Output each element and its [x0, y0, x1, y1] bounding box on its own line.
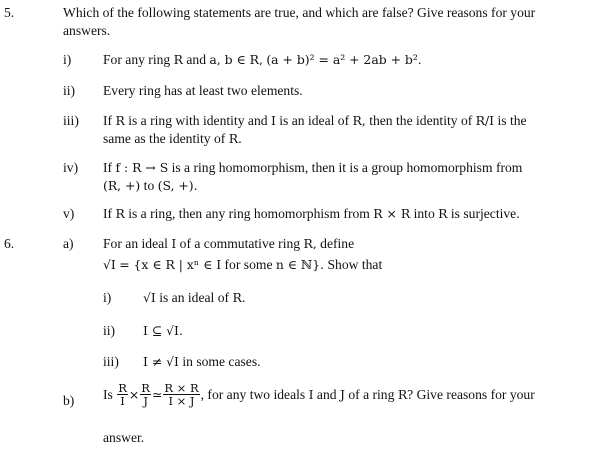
fraction-numerator: R	[141, 381, 150, 396]
item-5-ii-label: ii)	[63, 83, 76, 98]
item-5-ii: Every ring has at least two elements.	[103, 83, 303, 98]
item-text: For any ring	[103, 52, 171, 67]
math-radical: √I	[143, 290, 156, 305]
math-var: I	[308, 387, 314, 402]
math-var: R	[115, 113, 125, 128]
math-map: f : R → S	[115, 160, 169, 175]
item-5-iv	[103, 160, 522, 176]
math-var: R.	[232, 290, 246, 305]
item-text: , for any two ideals	[200, 387, 306, 402]
math-expression: a, b ∈ R,	[209, 52, 263, 67]
item-text: If	[103, 206, 113, 221]
fraction-rxr-over-ixj	[163, 382, 199, 407]
item-text: in some cases.	[182, 354, 261, 369]
item-5-v-label: v)	[63, 206, 75, 221]
item-5-i-label: i)	[63, 52, 72, 67]
item-6-b-continued: answer.	[103, 430, 145, 445]
math-set: = {x ∈ R | xⁿ ∈ I	[119, 257, 222, 272]
item-5-iii	[103, 113, 527, 129]
item-text: then the identity of	[369, 113, 473, 128]
item-6-a-ii-label: ii)	[103, 323, 116, 338]
item-text: and	[316, 387, 337, 402]
fraction-denominator: I	[120, 394, 125, 409]
question-5-prompt-continued: answers.	[63, 23, 111, 38]
item-text: for some	[224, 257, 273, 272]
math-var: R	[115, 206, 125, 221]
item-text: is a ring with identity and	[128, 113, 268, 128]
item-text: same as the identity of	[103, 131, 226, 146]
item-text: ? Give reasons for your	[407, 387, 535, 402]
item-5-iii-label: iii)	[63, 113, 79, 128]
math-var: I	[270, 113, 276, 128]
item-6-a-iii-label: iii)	[103, 354, 119, 369]
math-var: R	[438, 206, 448, 221]
question-5-prompt: Which of the following statements are true, and which are false? Give reasons for your	[63, 5, 536, 20]
question-5-number: 5.	[4, 5, 15, 20]
math-quotient: R/I	[475, 113, 495, 128]
fraction-numerator: R	[118, 381, 127, 396]
item-text: is the	[497, 113, 527, 128]
fraction-r-over-j	[140, 382, 151, 407]
item-text: of a commutative ring	[179, 236, 301, 251]
item-6-a-i	[143, 290, 246, 306]
math-group: (R, +)	[103, 178, 141, 193]
item-text: is surjective.	[450, 206, 520, 221]
item-text: For an ideal	[103, 236, 168, 251]
item-text: of a ring	[348, 387, 395, 402]
item-text: define	[320, 236, 355, 251]
math-radical: √I	[103, 257, 116, 272]
item-text: to	[143, 178, 155, 193]
math-inequality: I ≠ √I	[143, 354, 179, 369]
item-6-a-intro	[103, 236, 354, 252]
item-text: Is	[103, 387, 113, 402]
item-6-b-label: b)	[63, 393, 75, 408]
fraction-numerator: R × R	[164, 381, 199, 396]
item-text: If	[103, 160, 113, 175]
item-text: is an ideal of	[279, 113, 350, 128]
math-formula: (a + b)² = a² + 2ab + b².	[266, 52, 422, 67]
item-5-iv-continued	[103, 178, 198, 194]
math-var: R	[397, 387, 408, 402]
item-5-i	[103, 52, 422, 68]
math-group: (S, +).	[157, 178, 198, 193]
math-var: R,	[303, 236, 317, 251]
item-text: and	[186, 52, 207, 67]
item-text: into	[413, 206, 435, 221]
item-5-iii-continued	[103, 131, 242, 147]
fraction-denominator: J	[143, 394, 148, 409]
item-text: Show that	[327, 257, 383, 272]
item-text: is a ring homomorphism, then it is a group homomorphism from	[171, 160, 523, 175]
math-product: R × R	[373, 206, 411, 221]
item-6-a-label: a)	[63, 236, 74, 251]
radical-definition	[103, 257, 382, 273]
fraction-denominator: I × J	[168, 394, 195, 409]
math-var: R	[173, 52, 183, 67]
item-5-iv-label: iv)	[63, 160, 79, 175]
math-var: J	[339, 387, 345, 402]
item-text: is a ring, then any ring homomorphism from	[128, 206, 370, 221]
item-6-a-iii	[143, 354, 261, 370]
item-text: If	[103, 113, 113, 128]
isomorphism-symbol: ≃	[151, 387, 163, 402]
math-inclusion: I ⊆ √I.	[143, 323, 183, 338]
times-symbol: ×	[128, 387, 140, 402]
question-6-number: 6.	[4, 236, 15, 251]
math-var: R,	[352, 113, 366, 128]
math-var: R.	[228, 131, 242, 146]
item-6-a-i-label: i)	[103, 290, 112, 305]
fraction-r-over-i	[117, 382, 128, 407]
item-5-v	[103, 206, 520, 222]
math-expression: n ∈ ℕ}.	[275, 257, 325, 272]
item-6-b	[103, 382, 535, 408]
math-var: I	[171, 236, 177, 251]
item-text: is an ideal of	[159, 290, 230, 305]
item-6-a-ii	[143, 323, 183, 339]
